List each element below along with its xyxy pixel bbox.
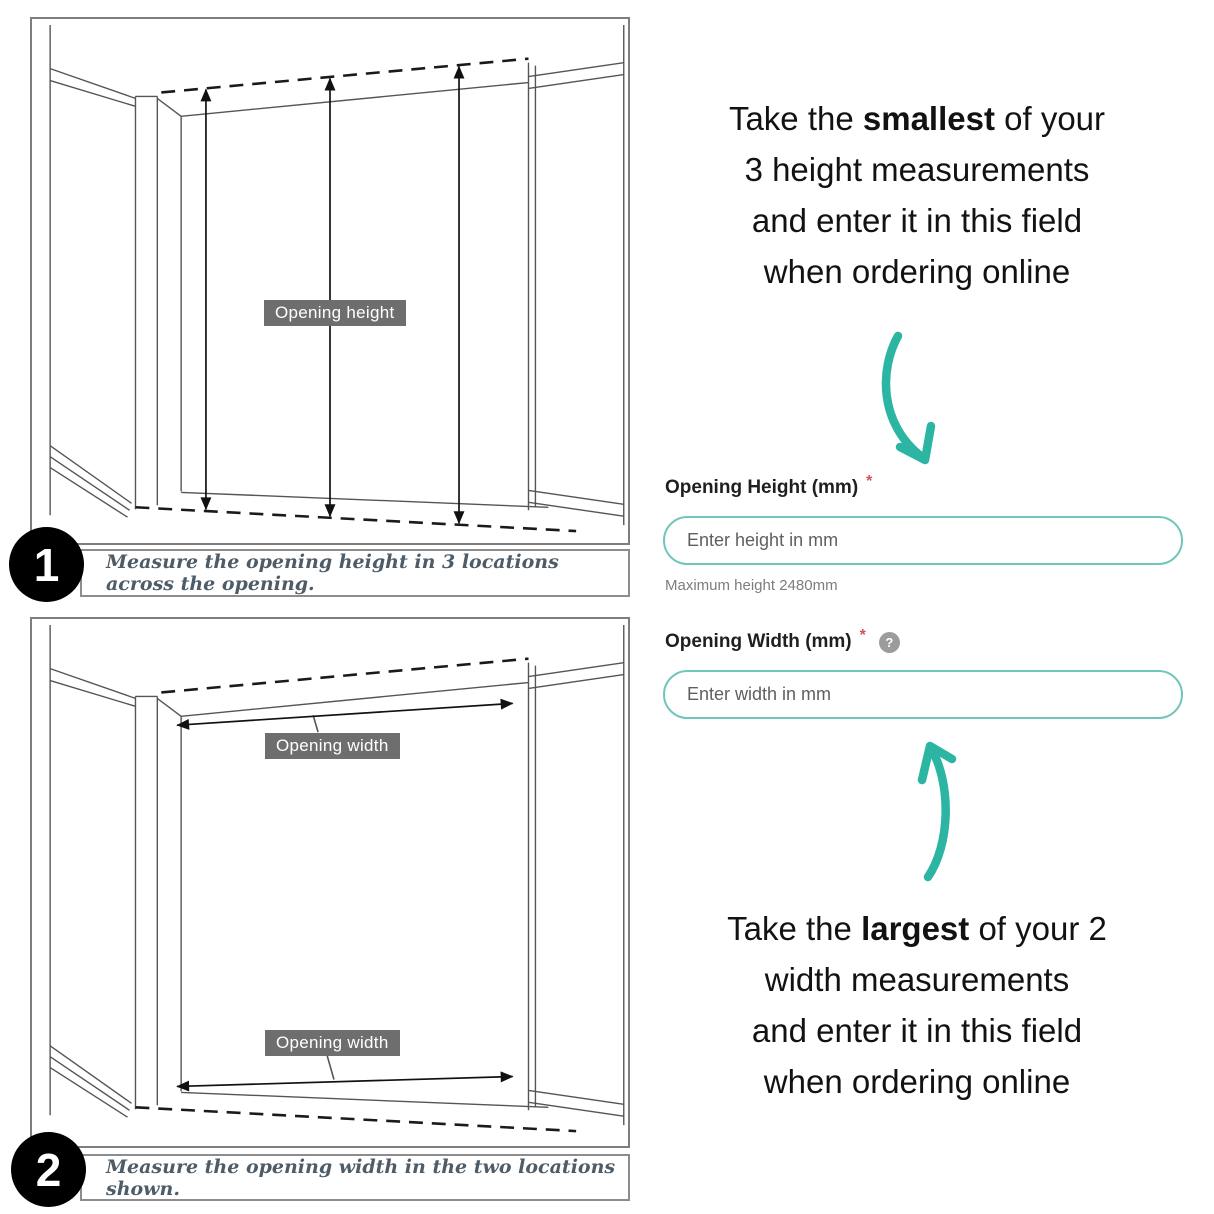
- step-1-caption-box: [80, 549, 630, 597]
- opening-width-label-bottom: Opening width: [265, 1030, 400, 1056]
- step-1-badge: 1: [9, 527, 84, 602]
- help-icon[interactable]: ?: [879, 632, 900, 653]
- closet-opening-height-line-art: [32, 19, 628, 543]
- step-2-badge: 2: [11, 1132, 86, 1207]
- step-2-caption: Measure the opening width in the two locations shown.: [106, 1155, 616, 1200]
- max-height-helper-text: Maximum height 2480mm: [665, 577, 838, 594]
- opening-height-label: Opening height: [264, 300, 406, 326]
- opening-width-field-label: Opening Width (mm) * ?: [665, 631, 900, 653]
- opening-height-input[interactable]: [663, 516, 1183, 565]
- required-asterisk: *: [866, 473, 873, 490]
- required-asterisk: *: [859, 627, 866, 644]
- height-instruction-text: Take the smallest of your 3 height measurements and enter it in this field when ordering online: [728, 100, 1106, 290]
- width-measurement-diagram: [30, 617, 630, 1148]
- opening-width-input[interactable]: [663, 670, 1183, 719]
- opening-width-label-top: Opening width: [265, 733, 400, 759]
- height-measurement-diagram: [30, 17, 630, 545]
- step-2-caption-box: [80, 1154, 630, 1201]
- curved-arrow-down-icon: [866, 328, 956, 478]
- closet-opening-width-line-art: [32, 619, 628, 1146]
- width-instruction-text: Take the largest of your 2 width measurements and enter it in this field when ordering online: [727, 910, 1107, 1100]
- opening-height-field-label: Opening Height (mm) *: [665, 473, 873, 498]
- step-1-caption: Measure the opening height in 3 locations across the opening.: [106, 551, 559, 595]
- curved-arrow-up-icon: [898, 733, 976, 891]
